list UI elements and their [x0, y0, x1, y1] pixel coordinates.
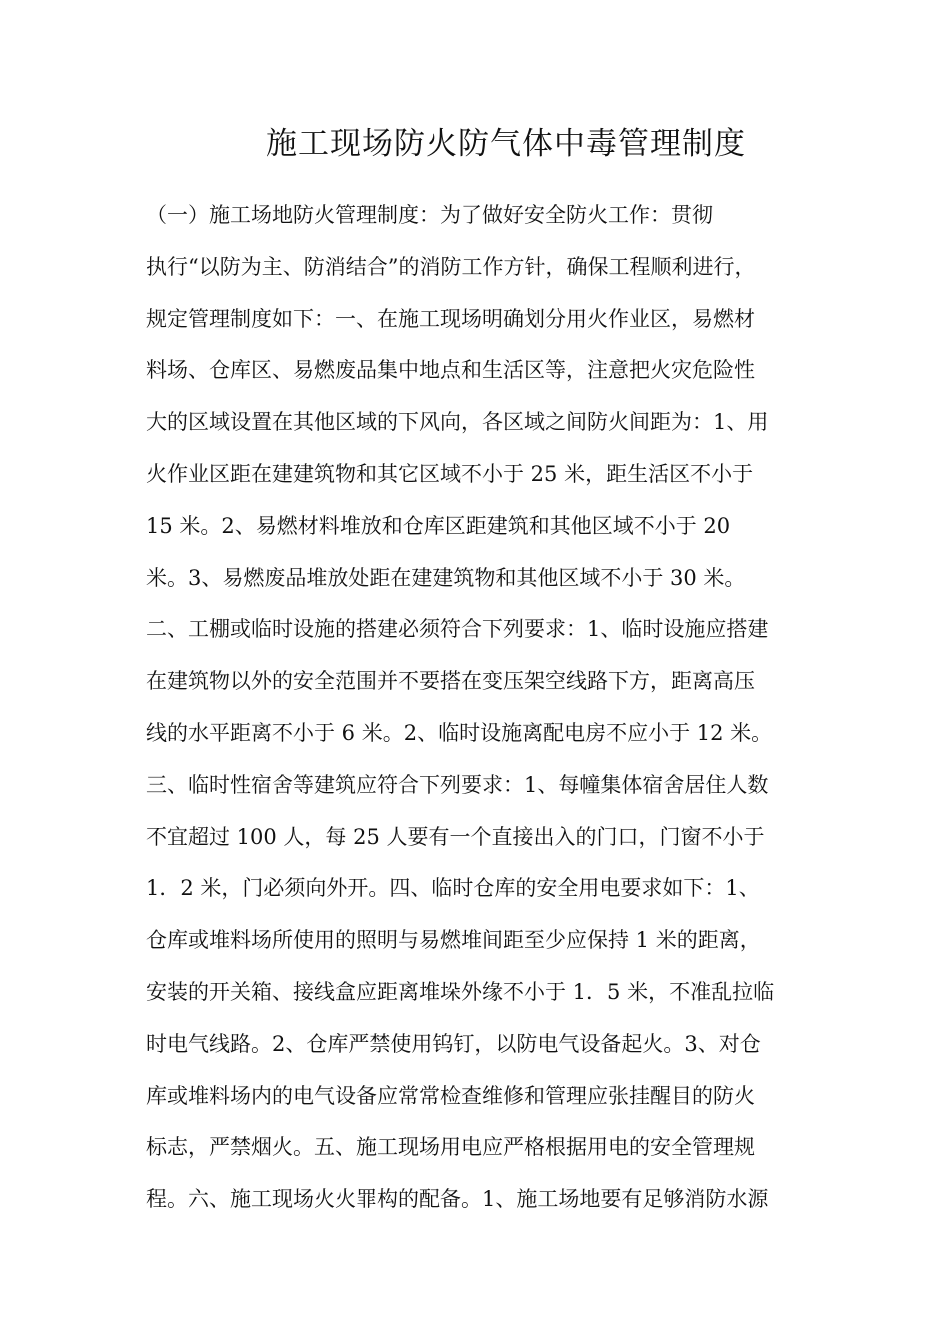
paragraph-line: 规定管理制度如下：一、在施工现场明确划分用火作业区，易燃材 [146, 306, 755, 331]
paragraph-line: 三、临时性宿舍等建筑应符合下列要求：1、每幢集体宿舍居住人数 [146, 772, 769, 797]
paragraph-line: （一）施工场地防火管理制度：为了做好安全防火工作：贯彻 [146, 203, 713, 227]
paragraph-line: 火作业区距在建建筑物和其它区域不小于 25 米，距生活区不小于 [146, 461, 754, 486]
document-title: 施工现场防火防气体中毒管理制度 [266, 126, 746, 162]
paragraph-line: 大的区域设置在其他区域的下风向，各区域之间防火间距为：1、用 [146, 410, 769, 435]
paragraph-line: 不宜超过 100 人，每 25 人要有一个直接出入的门口，门窗不小于 [146, 824, 765, 849]
paragraph-line: 在建筑物以外的安全范围并不要搭在变压架空线路下方，距离高压 [146, 669, 755, 694]
paragraph-line: 仓库或堆料场所使用的照明与易燃堆间距至少应保持 1 米的距离， [146, 928, 761, 953]
document-body [146, 190, 816, 1226]
paragraph-line: 线的水平距离不小于 6 米。2、临时设施离配电房不应小于 12 米。 [146, 720, 773, 745]
paragraph-line: 安装的开关箱、接线盒应距离堆垛外缘不小于 1．5 米，不准乱拉临 [146, 979, 775, 1004]
paragraph-line: 执行“以防为主、防消结合”的消防工作方针，确保工程顺利进行， [146, 254, 756, 279]
paragraph-line: 程。六、施工现场火火罪构的配备。1、施工场地要有足够消防水源 [146, 1187, 769, 1212]
paragraph-line: 15 米。2、易燃材料堆放和仓库区距建筑和其他区域不小于 20 [146, 513, 731, 538]
paragraph-line: 时电气线路。2、仓库严禁使用钨钉，以防电气设备起火。3、对仓 [146, 1031, 761, 1056]
paragraph-line: 标志，严禁烟火。五、施工现场用电应严格根据用电的安全管理规 [146, 1135, 755, 1160]
paragraph-line: 库或堆料场内的电气设备应常常检查维修和管理应张挂醒目的防火 [146, 1083, 755, 1108]
paragraph-line: 料场、仓库区、易燃废品集中地点和生活区等，注意把火灾危险性 [146, 358, 755, 383]
paragraph-line: 二、工棚或临时设施的搭建必须符合下列要求：1、临时设施应搭建 [146, 617, 769, 642]
paragraph-line: 米。3、易燃废品堆放处距在建建筑物和其他区域不小于 30 米。 [146, 565, 746, 590]
paragraph-line: 1．2 米，门必须向外开。四、临时仓库的安全用电要求如下：1、 [146, 876, 760, 901]
